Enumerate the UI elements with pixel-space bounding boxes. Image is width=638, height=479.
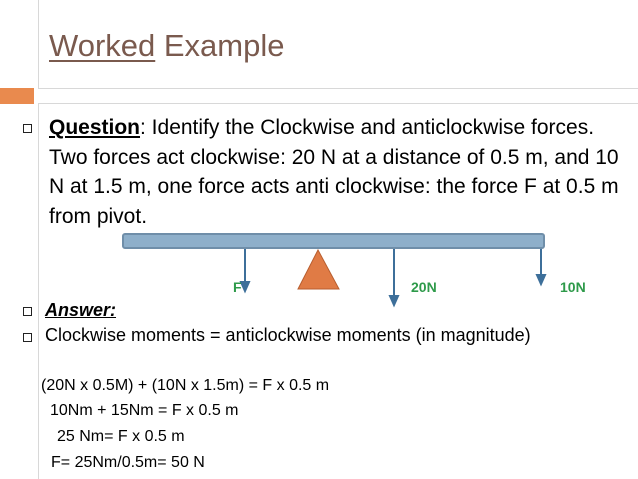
answer-step: 25 Nm= F x 0.5 m bbox=[57, 428, 185, 445]
answer-label: Answer: bbox=[45, 300, 117, 320]
force-arrowhead-10n bbox=[537, 275, 545, 284]
bullet-icon bbox=[23, 333, 32, 342]
force-label-f: F bbox=[233, 279, 242, 295]
question-text: Question: Identify the Clockwise and anticlockwise forces. Two forces act clockwise: 20 N at a distance of 0.5 m, and 10 N at 1.5 m, one force acts anti clockwise: the force F at 0.5 m from pivot. bbox=[49, 116, 619, 228]
pivot-triangle bbox=[298, 250, 339, 289]
bullet-icon bbox=[23, 307, 32, 316]
force-arrowhead-20n bbox=[390, 296, 398, 305]
answer-step: (20N x 0.5M) + (10N x 1.5m) = F x 0.5 m bbox=[41, 377, 330, 394]
answer-step: F= 25Nm/0.5m= 50 N bbox=[51, 454, 205, 471]
answer-principle: Clockwise moments = anticlockwise moments (in magnitude) bbox=[45, 325, 531, 345]
force-label-10n: 10N bbox=[560, 279, 586, 295]
answer-step: 10Nm + 15Nm = F x 0.5 m bbox=[50, 402, 239, 419]
slide-title: Worked Example bbox=[49, 28, 285, 63]
force-arrowhead-f bbox=[241, 282, 249, 291]
force-label-20n: 20N bbox=[411, 279, 437, 295]
